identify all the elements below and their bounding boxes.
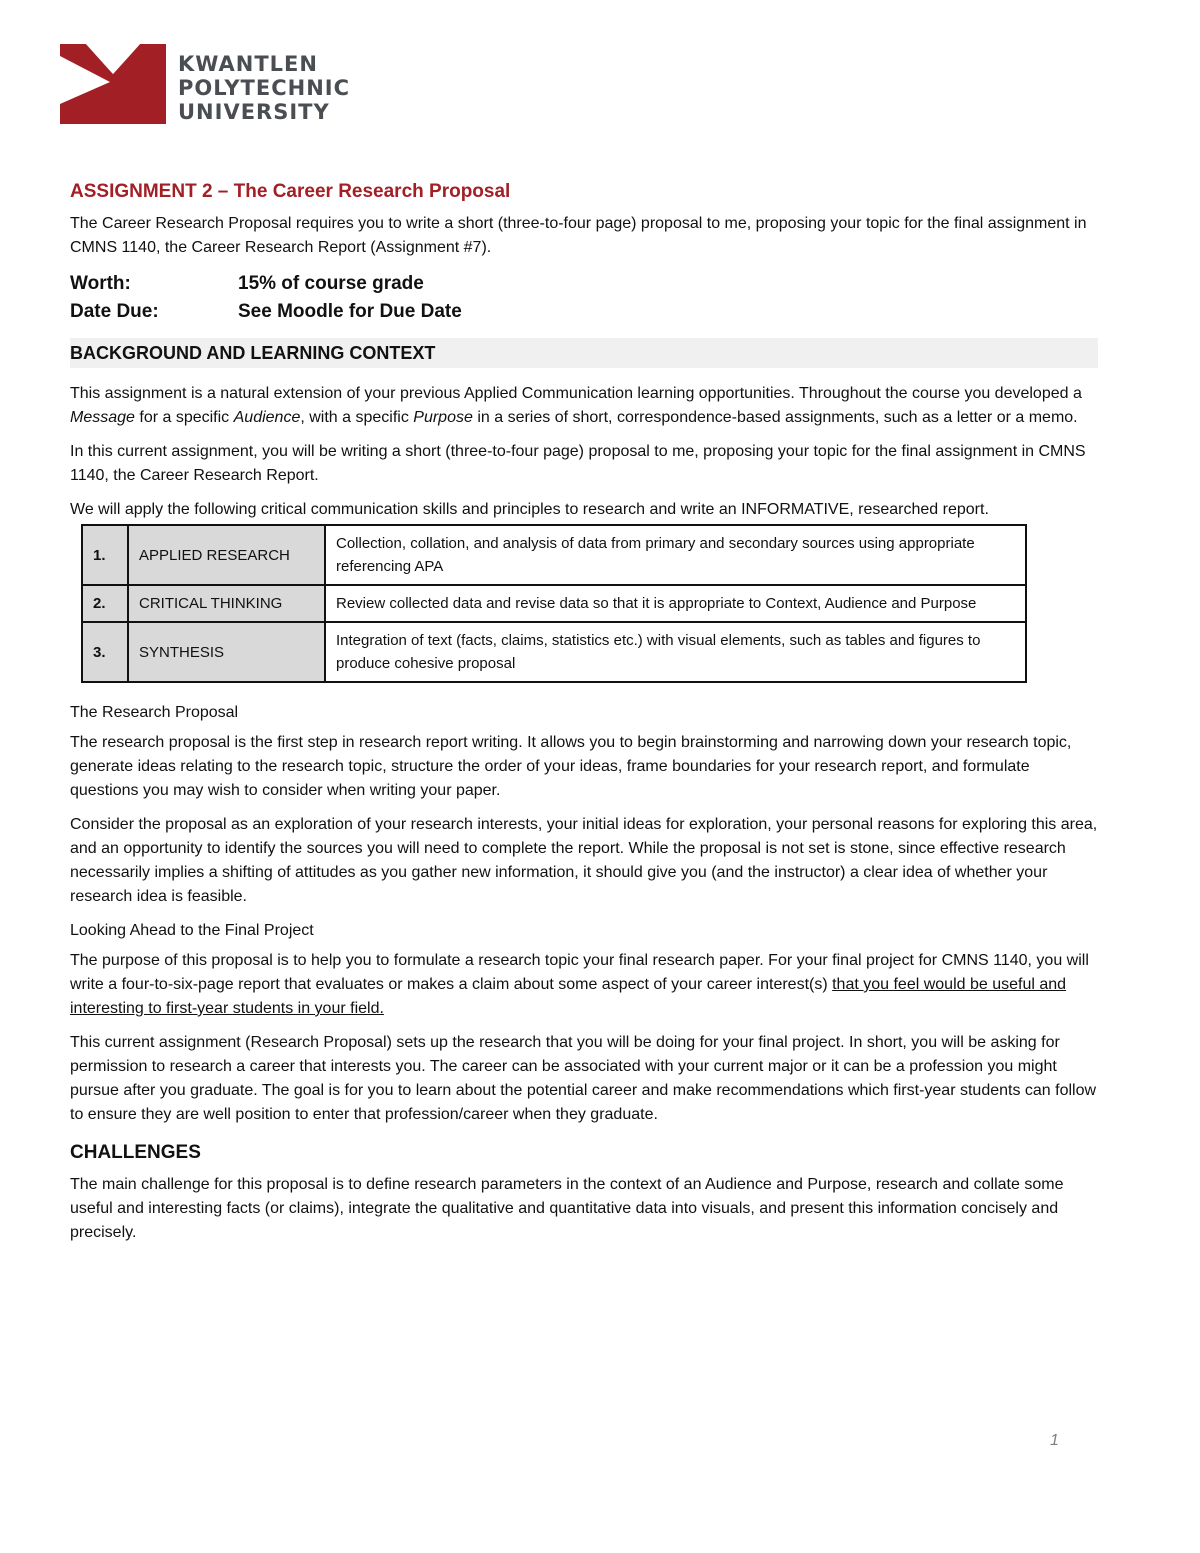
table-row	[82, 622, 1026, 682]
skill-number: 2.	[82, 585, 128, 622]
kpu-logo-mark-icon	[60, 44, 166, 124]
due-value: See Moodle for Due Date	[238, 301, 462, 322]
challenges-paragraph: The main challenge for this proposal is to define research parameters in the context of an Audience and Purpose, research and collate some useful and interesting facts (or claims), integrate the qualitative and quantitative data into visuals, and present this information concisely and precisely.	[70, 1176, 1064, 1241]
document-body	[70, 178, 1100, 1255]
logo-line-3: UNIVERSITY	[178, 100, 330, 124]
kpu-logo	[60, 44, 166, 129]
background-paragraph-1: This assignment is a natural extension of your previous Applied Communication learning opportunities. Throughout the course you developed a Message for a specific Audience, with a specific Purpose in a series of short, correspondence-based assignments, such as a letter or a memo.	[70, 385, 1082, 426]
worth-value: 15% of course grade	[238, 273, 424, 294]
proposal-paragraph-2: Consider the proposal as an exploration of your research interests, your initial ideas for exploration, your personal reasons for exploring this area, and an opportunity to identify the sources you will need to complete the report. While the proposal is not set is stone, since effective research necessarily implies a shifting of attitudes as you gather new information, it should give you (and the instructor) a clear idea of whether your research idea is feasible.	[70, 816, 1098, 905]
proposal-paragraph-1: The research proposal is the first step in research report writing. It allows you to begin brainstorming and narrowing down your research topic, generate ideas relating to the research topic, structure the order of your ideas, frame boundaries for your research report, and formulate questions you may wish to consider when writing your paper.	[70, 734, 1072, 799]
skill-name: APPLIED RESEARCH	[128, 525, 325, 585]
due-label: Date Due:	[70, 301, 159, 322]
due-row	[70, 298, 1100, 326]
section-heading-background: BACKGROUND AND LEARNING CONTEXT	[70, 338, 1098, 368]
table-row	[82, 525, 1026, 585]
section-heading-challenges: CHALLENGES	[70, 1142, 201, 1163]
logo-wordmark	[178, 52, 350, 124]
worth-row	[70, 270, 1100, 298]
background-paragraph-2: In this current assignment, you will be writing a short (three-to-four page) proposal to me, proposing your topic for the final assignment in CMNS 1140, the Career Research Report.	[70, 443, 1086, 484]
final-project-paragraph-2: This current assignment (Research Proposal) sets up the research that you will be doing for your final project. In short, you will be asking for permission to research a career that interests you. The career can be associated with your current major or it can be a profession you might pursue after you graduate. The goal is for you to learn about the potential career and make recommendations which first-year students can follow to ensure they are well position to enter that profession/career when they graduate.	[70, 1034, 1097, 1123]
logo-line-2: POLYTECHNIC	[178, 76, 351, 100]
table-row	[82, 585, 1026, 622]
logo-line-1: KWANTLEN	[178, 52, 318, 76]
skill-description: Collection, collation, and analysis of data from primary and secondary sources using appropriate referencing APA	[325, 525, 1026, 585]
subheading-research-proposal: The Research Proposal	[70, 704, 239, 721]
skill-name: CRITICAL THINKING	[128, 585, 325, 622]
skill-description: Review collected data and revise data so that it is appropriate to Context, Audience and Purpose	[325, 585, 1026, 622]
skills-table	[81, 524, 1027, 683]
background-paragraph-3: We will apply the following critical communication skills and principles to research and write an INFORMATIVE, researched report.	[70, 501, 989, 518]
skill-number: 1.	[82, 525, 128, 585]
page-number: 1	[1050, 1432, 1059, 1449]
subheading-looking-ahead: Looking Ahead to the Final Project	[70, 922, 314, 939]
skill-name: SYNTHESIS	[128, 622, 325, 682]
worth-label: Worth:	[70, 273, 131, 294]
intro-paragraph: The Career Research Proposal requires you to write a short (three-to-four page) proposal to me, proposing your topic for the final assignment in CMNS 1140, the Career Research Report (Assignment #7).	[70, 215, 1087, 256]
skill-number: 3.	[82, 622, 128, 682]
assignment-title: ASSIGNMENT 2 – The Career Research Proposal	[70, 181, 511, 202]
final-project-paragraph-1: The purpose of this proposal is to help you to formulate a research topic your final research paper. For your final project for CMNS 1140, you will write a four-to-six-page report that evaluates or makes a claim about some aspect of your career interest(s) that you feel would be useful and interesting to first-year students in your field.	[70, 952, 1089, 1017]
skill-description: Integration of text (facts, claims, statistics etc.) with visual elements, such as tables and figures to produce cohesive proposal	[325, 622, 1026, 682]
